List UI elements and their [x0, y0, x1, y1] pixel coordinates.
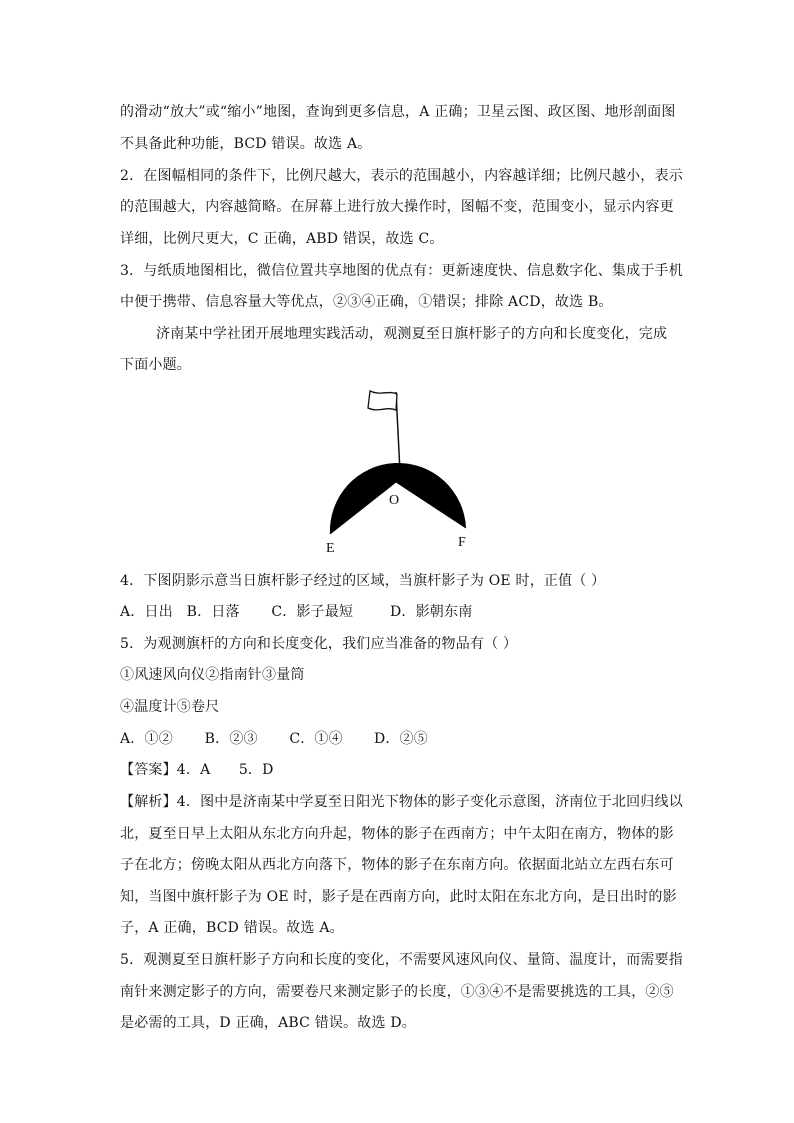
- question-4: 4．下图阴影示意当日旗杆影子经过的区域，当旗杆影子为 OE 时，正值（ ）: [120, 573, 606, 589]
- shadow-diagram: [320, 382, 480, 557]
- analysis-line: 是必需的工具，D 正确，ABC 错误。故选 D。: [120, 1015, 416, 1031]
- question-5-items: ①风速风向仪②指南针③量筒: [120, 667, 305, 683]
- text-line: 的滑动“放大”或“缩小”地图，查询到更多信息，A 正确；卫星云图、政区图、地形剖面图: [120, 104, 676, 120]
- text-line: 3．与纸质地图相比，微信位置共享地图的优点有：更新速度快、信息数字化、集成于手机: [120, 263, 683, 279]
- text-line: 详细，比例尺更大，C 正确，ABD 错误，故选 C。: [120, 231, 444, 247]
- option-a: A．①②: [120, 731, 173, 747]
- option-c: C．①④: [289, 731, 343, 747]
- option-a: A．日出: [120, 604, 173, 620]
- flag-icon: [368, 391, 397, 410]
- analysis-line: 子，A 正确，BCD 错误。故选 A。: [120, 920, 344, 936]
- analysis-line: 南针来测定影子的方向，需要卷尺来测定影子的长度，①③④不是需要挑选的工具，②⑤: [120, 984, 674, 1000]
- analysis-line: 子在北方；傍晚太阳从西北方向落下，物体的影子在东南方向。依据面北站立左西右东可: [120, 857, 674, 873]
- option-d: D．影朝东南: [389, 604, 473, 620]
- text-line: 的范围越大，内容越简略。在屏幕上进行放大操作时，图幅不变，范围变小，显示内容更: [120, 199, 674, 215]
- analysis-line: 知，当图中旗杆影子为 OE 时，影子是在西南方向，此时太阳在东北方向，是日出时的影: [120, 889, 677, 905]
- answer-line: 【答案】4．A 5．D: [120, 762, 274, 778]
- analysis-line: 【解析】4．图中是济南某中学夏至日阳光下物体的影子变化示意图，济南位于北回归线以: [120, 794, 683, 810]
- text-line: 不具备此种功能，BCD 错误。故选 A。: [120, 136, 372, 152]
- question-5-items: ④温度计⑤卷尺: [120, 699, 220, 715]
- question-5-options: [120, 729, 428, 749]
- analysis-line: 北，夏至日早上太阳从东北方向升起，物体的影子在西南方；中午太阳在南方，物体的影: [120, 826, 674, 842]
- text-line: 2．在图幅相同的条件下，比例尺越大，表示的范围越小，内容越详细；比例尺越小，表示: [120, 168, 683, 184]
- intro-text: 下面小题。: [120, 357, 191, 373]
- question-5: 5．为观测旗杆的方向和长度变化，我们应当准备的物品有（ ）: [120, 636, 518, 652]
- label-e: E: [326, 541, 335, 556]
- label-f: F: [458, 535, 466, 550]
- option-b: B．日落: [186, 604, 240, 620]
- option-b: B．②③: [204, 731, 258, 747]
- option-c: C．影子最短: [271, 604, 354, 620]
- text-line: 中便于携带、信息容量大等优点，②③④正确，①错误；排除 ACD，故选 B。: [120, 294, 613, 310]
- question-4-options: [120, 602, 472, 622]
- option-d: D．②⑤: [373, 731, 428, 747]
- intro-text: 济南某中学社团开展地理实践活动，观测夏至日旗杆影子的方向和长度变化，完成: [156, 326, 668, 342]
- label-o: O: [389, 493, 400, 508]
- analysis-line: 5．观测夏至日旗杆影子方向和长度的变化，不需要风速风向仪、量筒、温度计，而需要指: [120, 952, 683, 968]
